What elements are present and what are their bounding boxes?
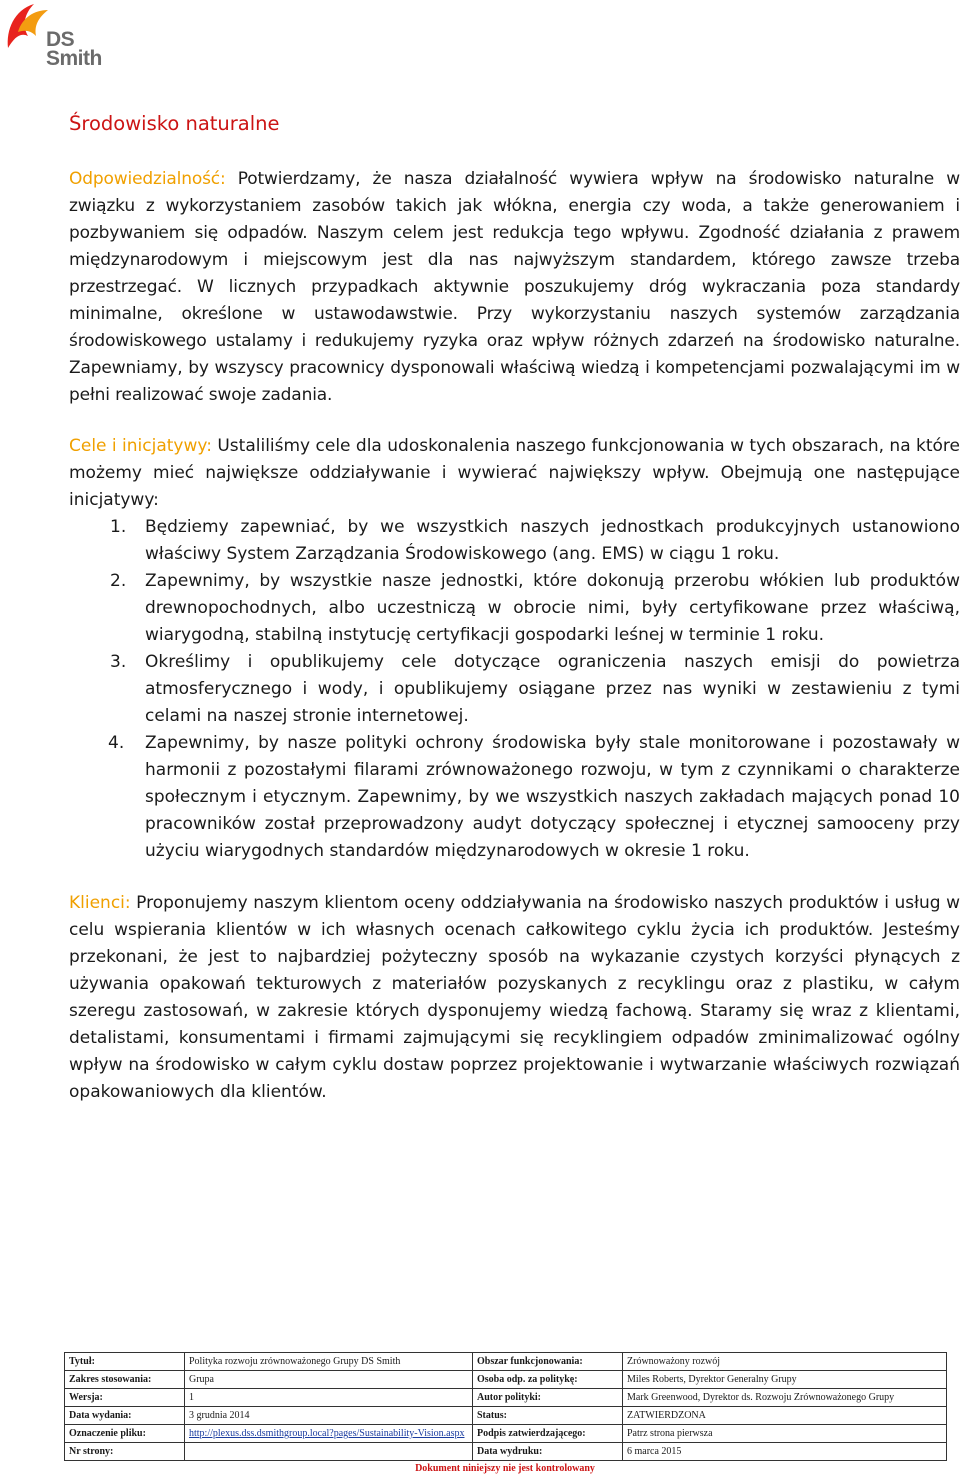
clients-text: Proponujemy naszym klientom oceny oddziaływania na środowisko naszych produktów i usług w celu wspierania klientów w ich własnych ocenach całkowitego cyklu życia ich produktów. Jesteśmy przekonani, że jest to najbardziej pożyteczny sposób na wykazanie czystych korzyści płynących z używania opakowań tekturowych z materiałów pozyskanych z recyklingu oraz z plastiku, w całym szeregu zastosowań, w zakresie których dysponujemy wiedzą fachową. Staramy się wraz z klientami, detalistami, konsumentami i firmami zajmującymi się recyklingiem odpadów zminimalizować ogólny wpływ na środowisko w całym cyklu dostaw poprzez projektowanie i wytwarzanie właściwych rozwiązań opakowaniowych dla klientów. [69, 893, 960, 1102]
goals-paragraph [69, 433, 960, 514]
list-item-number: 1. [110, 517, 127, 537]
footer-value: Miles Roberts, Dyrektor Generalny Grupy [623, 1371, 947, 1389]
list-item-number: 2. [110, 571, 127, 591]
clients-paragraph [69, 890, 960, 1106]
document-footer [64, 1352, 946, 1474]
footer-value: 3 grudnia 2014 [185, 1407, 473, 1425]
footer-value: 6 marca 2015 [623, 1443, 947, 1461]
footer-value: Polityka rozwoju zrównoważonego Grupy DS Smith [185, 1353, 473, 1371]
footer-value: Zrównoważony rozwój [623, 1353, 947, 1371]
list-item-text: Będziemy zapewniać, by we wszystkich naszych jednostkach produkcyjnych ustanowiono właściwy System Zarządzania Środowiskowego (ang. EMS) w ciągu 1 roku. [145, 517, 960, 564]
footer-label: Tytuł: [65, 1353, 185, 1371]
table-row [65, 1407, 947, 1425]
logo-line1: DS [46, 28, 75, 51]
table-row [65, 1371, 947, 1389]
table-row [65, 1425, 947, 1443]
list-item-number: 3. [110, 652, 127, 672]
section-title: Środowisko naturalne [69, 112, 280, 135]
ds-smith-swirl-icon [4, 2, 50, 52]
list-item-text: Zapewnimy, by nasze polityki ochrony środowiska były stale monitorowane i pozostawały w harmonii z pozostałymi filarami zrównoważonego rozwoju, w tym z czynnikami o charakterze społecznym i etycznym. Zapewnimy, by we wszystkich naszych zakładach mających ponad 10 pracowników został przeprowadzony audyt dotyczący społecznej i etycznej samooceny przy użyciu wiarygodnych standardów międzynarodowych w okresie 1 roku. [145, 733, 960, 861]
ds-smith-logo [4, 2, 114, 74]
list-item-number: 4. [108, 733, 125, 753]
footer-label: Obszar funkcjonowania: [473, 1353, 623, 1371]
list-item-text: Określimy i opublikujemy cele dotyczące ograniczenia naszych emisji do powietrza atmosferycznego i wody, i opublikujemy osiągane przez nas wyniki w zestawieniu z tymi celami na naszej stronie internetowej. [145, 652, 960, 726]
goals-lead: Cele i inicjatywy: [69, 436, 212, 456]
list-item [69, 514, 960, 568]
footer-value [185, 1443, 473, 1461]
responsibility-paragraph [69, 166, 960, 409]
list-item [69, 649, 960, 730]
goals-text: Ustaliliśmy cele dla udoskonalenia naszego funkcjonowania w tych obszarach, na które możemy mieć największe oddziaływanie i wywierać największy wpływ. Obejmują one następujące inicjatywy: [69, 436, 960, 510]
footer-label: Autor polityki: [473, 1389, 623, 1407]
table-row [65, 1389, 947, 1407]
document-control-table [64, 1352, 947, 1461]
footer-value: Mark Greenwood, Dyrektor ds. Rozwoju Zrównoważonego Grupy [623, 1389, 947, 1407]
clients-lead: Klienci: [69, 893, 131, 913]
file-link[interactable]: http://plexus.dss.dsmithgroup.local?pages/Sustainability-Vision.aspx [185, 1425, 473, 1443]
responsibility-lead: Odpowiedzialność: [69, 169, 226, 189]
footer-value: Patrz strona pierwsza [623, 1425, 947, 1443]
footer-label: Osoba odp. za politykę: [473, 1371, 623, 1389]
footer-label: Status: [473, 1407, 623, 1425]
uncontrolled-notice: Dokument niniejszy nie jest kontrolowany [415, 1463, 595, 1474]
logo-line2: Smith [46, 47, 102, 70]
footer-label: Oznaczenie pliku: [65, 1425, 185, 1443]
footer-label: Nr strony: [65, 1443, 185, 1461]
logo-wordmark [46, 30, 102, 68]
initiatives-list [69, 514, 960, 865]
responsibility-text: Potwierdzamy, że nasza działalność wywiera wpływ na środowisko naturalne w związku z wykorzystaniem zasobów takich jak włókna, energia czy woda, a także generowaniem i pozbywaniem się odpadów. Naszym celem jest redukcja tego wpływu. Zgodność działania z prawem międzynarodowym i miejscowym jest dla nas najwyższym standardem, którego zawsze trzeba przestrzegać. W licznych przypadkach aktywnie poszukujemy dróg wykraczania poza standardy minimalne, określone w ustawodawstwie. Przy wykorzystaniu naszych systemów zarządzania środowiskowego ustalamy i redukujemy ryzyka oraz wpływ różnych zdarzeń na środowisko naturalne. Zapewniamy, by wszyscy pracownicy dysponowali właściwą wiedzą i kompetencjami pozwalającymi im w pełni realizować swoje zadania. [69, 169, 960, 405]
footer-label: Zakres stosowania: [65, 1371, 185, 1389]
footer-label: Wersja: [65, 1389, 185, 1407]
table-row [65, 1443, 947, 1461]
footer-value: Grupa [185, 1371, 473, 1389]
footer-label: Data wydania: [65, 1407, 185, 1425]
list-item [69, 730, 960, 865]
document-body [69, 112, 960, 1106]
footer-label: Podpis zatwierdzającego: [473, 1425, 623, 1443]
list-item-text: Zapewnimy, by wszystkie nasze jednostki, które dokonują przerobu włókien lub produktów drewnopochodnych, albo uczestniczą w obrocie nimi, były certyfikowane przez właściwą, wiarygodną, stabilną instytucję certyfikacji gospodarki leśnej w terminie 1 roku. [145, 571, 960, 645]
footer-value: 1 [185, 1389, 473, 1407]
list-item [69, 568, 960, 649]
footer-label: Data wydruku: [473, 1443, 623, 1461]
table-row [65, 1353, 947, 1371]
footer-value: ZATWIERDZONA [623, 1407, 947, 1425]
